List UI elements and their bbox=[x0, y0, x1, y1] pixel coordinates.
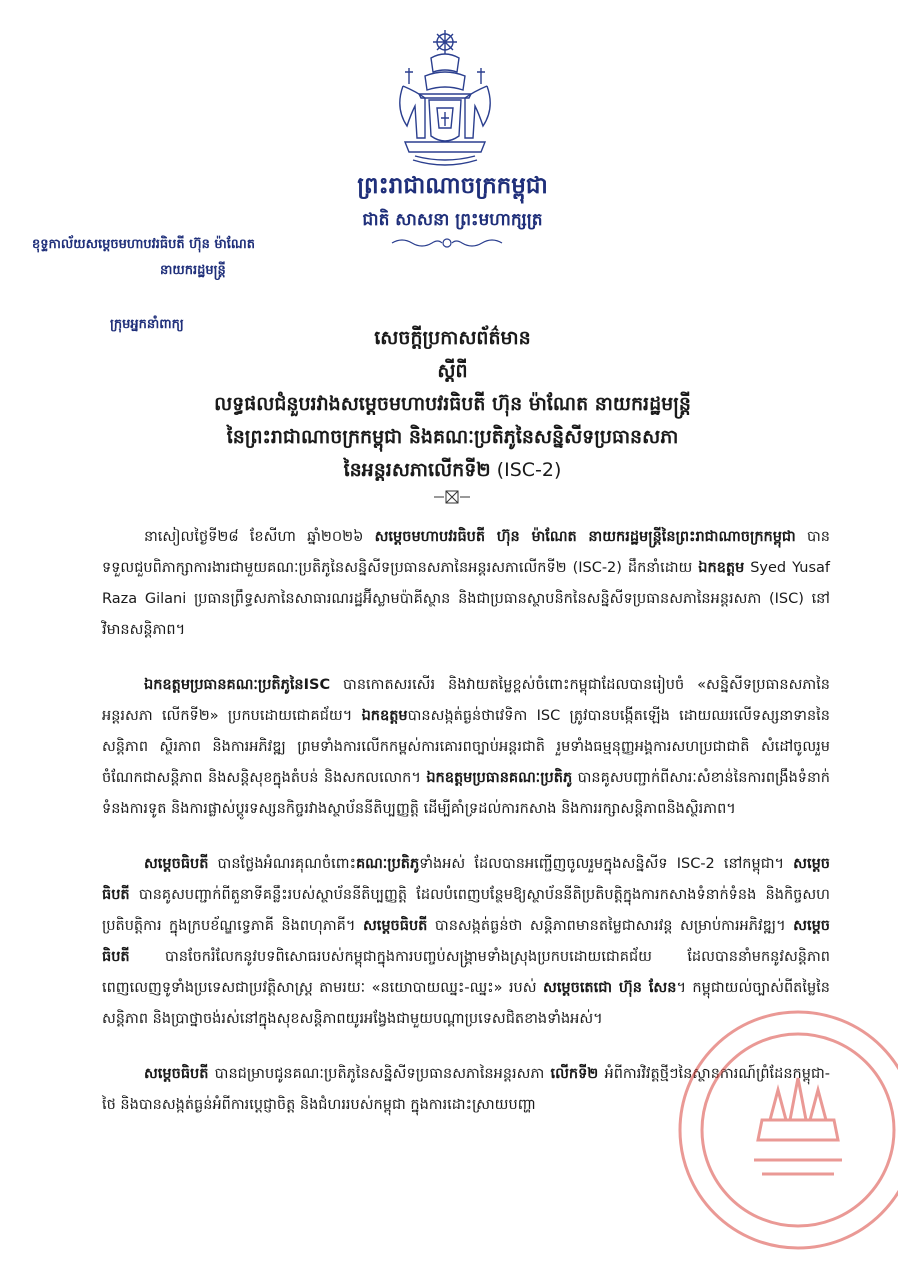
paragraph-1 bbox=[102, 522, 830, 646]
heading-title-text: នៃអន្តរសភាលើកទី២ bbox=[343, 459, 491, 481]
text-run: ទាំងអស់ ដែលបានអញ្ជើញចូលរួមក្នុងសន្និសីទ ISC-2 នៅកម្ពុជា។ bbox=[419, 856, 794, 872]
document-heading bbox=[120, 322, 785, 487]
bold-phrase: ឯកឧត្តម bbox=[361, 708, 408, 724]
bold-phrase: គណៈប្រតិភូ bbox=[355, 856, 420, 872]
office-title: នាយករដ្ឋមន្ត្រី bbox=[160, 263, 226, 278]
heading-title-line-2: នៃព្រះរាជាណាចក្រកម្ពុជា និងគណៈប្រតិភូនៃសន្និសីទប្រធានសភា bbox=[226, 426, 679, 448]
royal-coat-of-arms-logo bbox=[385, 28, 505, 170]
bold-phrase: ឯកឧត្តមប្រធានគណៈប្រតិភូនៃISC bbox=[144, 677, 331, 693]
national-motto: ជាតិ សាសនា ព្រះមហាក្សត្រ bbox=[362, 210, 543, 230]
text-run: បានចែករំលែកនូវបទពិសោធរបស់កម្ពុជាក្នុងការបញ្ចប់សង្គ្រាមទាំងស្រុងប្រកបដោយជោគជ័យ ដែលបាននាំមកនូវសន្តិភាពពេញលេញទូទាំងប្រទេសជាប្រវត្តិសាស្ត្រ តាមរយៈ «នយោបាយឈ្នះ-ឈ្នះ» របស់ bbox=[102, 949, 830, 996]
bold-phrase: សម្តេចមហាបវរធិបតី ហ៊ុន ម៉ាណែត នាយករដ្ឋមន្ត្រីនៃព្រះរាជាណាចក្រកម្ពុជា bbox=[374, 529, 796, 545]
bold-phrase: សម្តេចធិបតី bbox=[102, 918, 830, 965]
text-run: បានគូសបញ្ជាក់ពីសារៈសំខាន់នៃការពង្រឹងទំនាក់ទំនងការទូត និងការផ្លាស់ប្តូរទស្សនកិច្ចរវាងស្ថាប័ននីតិប្បញ្ញត្តិ ដើម្បីគាំទ្រដល់ការកសាង និងការរក្សាសន្តិភាពនិងស្ថិរភាព។ bbox=[102, 770, 830, 817]
text-run: Syed Yusaf Raza Gilani ប្រធានព្រឹទ្ធសភានៃសាធារណរដ្ឋអ៊ីស្លាមប៉ាគីស្ថាន និងជាប្រធានស្ថាបនិកនៃសន្និសីទប្រធានសភានៃអន្តរសភា (ISC) នៅវិមានសន្តិភាព។ bbox=[102, 560, 830, 638]
official-seal-stamp bbox=[658, 990, 898, 1260]
text-run: ។ កម្ពុជាយល់ច្បាស់ពីតម្លៃនៃសន្តិភាព និងប្រាថ្នាចង់រស់នៅក្នុងសុខសន្តិភាពយូរអង្វែងជាមួយបណ្តាប្រទេសជិតខាងទាំងអស់។ bbox=[102, 980, 831, 1027]
text-run: បានថ្លែងអំណរគុណចំពោះ bbox=[208, 856, 356, 872]
bold-phrase: ឯកឧត្តម bbox=[698, 560, 745, 576]
bold-phrase: សម្តេចធិបតី bbox=[362, 918, 428, 934]
bold-phrase: ឯកឧត្តមប្រធានគណៈប្រតិភូ bbox=[426, 770, 573, 786]
bold-phrase: លើកទី២ bbox=[550, 1066, 599, 1082]
bold-phrase: សម្តេចធិបតី bbox=[144, 1066, 209, 1082]
bold-phrase: សម្តេចធិបតី bbox=[102, 856, 830, 903]
text-run: អំពីការវិវត្តថ្មីៗនៃស្ថានការណ៍ព្រំដែនកម្ពុជា-ថៃ និងបានសង្កត់ធ្ងន់អំពីការប្តេជ្ញាចិត្ត និងជំហររបស់កម្ពុជា ក្នុងការដោះស្រាយបញ្ហា bbox=[102, 1066, 830, 1113]
kingdom-name: ព្រះរាជាណាចក្រកម្ពុជា bbox=[357, 173, 548, 199]
ornament-divider-icon bbox=[388, 236, 506, 250]
bold-phrase: សម្តេចតេជោ ហ៊ុន សែន bbox=[543, 980, 677, 996]
text-run: បានទទួលជួបពិភាក្សាការងារជាមួយគណៈប្រតិភូនៃសន្និសីទប្រធានសភានៃអន្តរសភាលើកទី២ (ISC-2) ដឹកនាំដោយ bbox=[102, 529, 830, 576]
heading-press-release: សេចក្តីប្រកាសព័ត៌មាន bbox=[374, 327, 531, 349]
spokesperson-unit: ក្រុមអ្នកនាំពាក្យ bbox=[110, 317, 184, 332]
heading-title-line-1: លទ្ធផលជំនួបរវាងសម្តេចមហាបវរធិបតី ហ៊ុន ម៉ាណែត នាយករដ្ឋមន្ត្រី bbox=[214, 393, 691, 415]
text-run: បានសង្កត់ធ្ងន់ថា សន្តិភាពមានតម្លៃជាសារវន្ត សម្រាប់ការអភិវឌ្ឍ។ bbox=[427, 918, 794, 934]
text-run: នាសៀលថ្ងៃទី២៨ ខែសីហា ឆ្នាំ២០២៦ bbox=[144, 529, 375, 545]
text-run: បានកោតសរសើរ និងវាយតម្លៃខ្ពស់ចំពោះកម្ពុជាដែលបានរៀបចំ «សន្និសីទប្រធានសភានៃអន្តរសភា លើកទី២» ប្រកបដោយជោគជ័យ។ bbox=[102, 677, 830, 724]
bold-phrase: សម្តេចធិបតី bbox=[144, 856, 209, 872]
text-run: បានគូសបញ្ជាក់ពីតួនាទីគន្លឹះរបស់ស្ថាប័ននីតិប្បញ្ញត្តិ ដែលបំពេញបន្ថែមឱ្យស្ថាប័ននីតិប្រតិបត្តិក្នុងការកសាងទំនាក់ទំនង និងកិច្ចសហប្រតិបត្តិការ ក្នុងក្របខ័ណ្ឌទ្វេភាគី និងពហុភាគី។ bbox=[102, 887, 830, 934]
section-ornament-icon bbox=[432, 489, 472, 505]
heading-event-code: (ISC-2) bbox=[490, 459, 562, 481]
heading-subject: ស្តីពី bbox=[437, 360, 468, 382]
heading-title-line-3 bbox=[120, 454, 785, 487]
text-run: បានសង្កត់ធ្ងន់ថាវេទិកា ISC ត្រូវបានបង្កើតឡើង ដោយឈរលើទស្សនាទាននៃសន្តិភាព ស្ថិរភាព និងការអភិវឌ្ឍ ព្រមទាំងការលើកកម្ពស់ការគោរពច្បាប់អន្តរជាតិ រួមទាំងធម្មនុញ្ញអង្គការសហប្រជាជាតិ សំដៅចូលរួមចំណែកជាសន្តិភាព និងសន្តិសុខក្នុងតំបន់ និងសកលលោក។ bbox=[102, 708, 830, 786]
office-name: ខុទ្ទកាល័យសម្តេចមហាបវរធិបតី ហ៊ុន ម៉ាណែត bbox=[32, 237, 255, 252]
text-run: បានជម្រាបជូនគណៈប្រតិភូនៃសន្និសីទប្រធានសភានៃអន្តរសភា bbox=[208, 1066, 551, 1082]
paragraph-2 bbox=[102, 670, 830, 825]
